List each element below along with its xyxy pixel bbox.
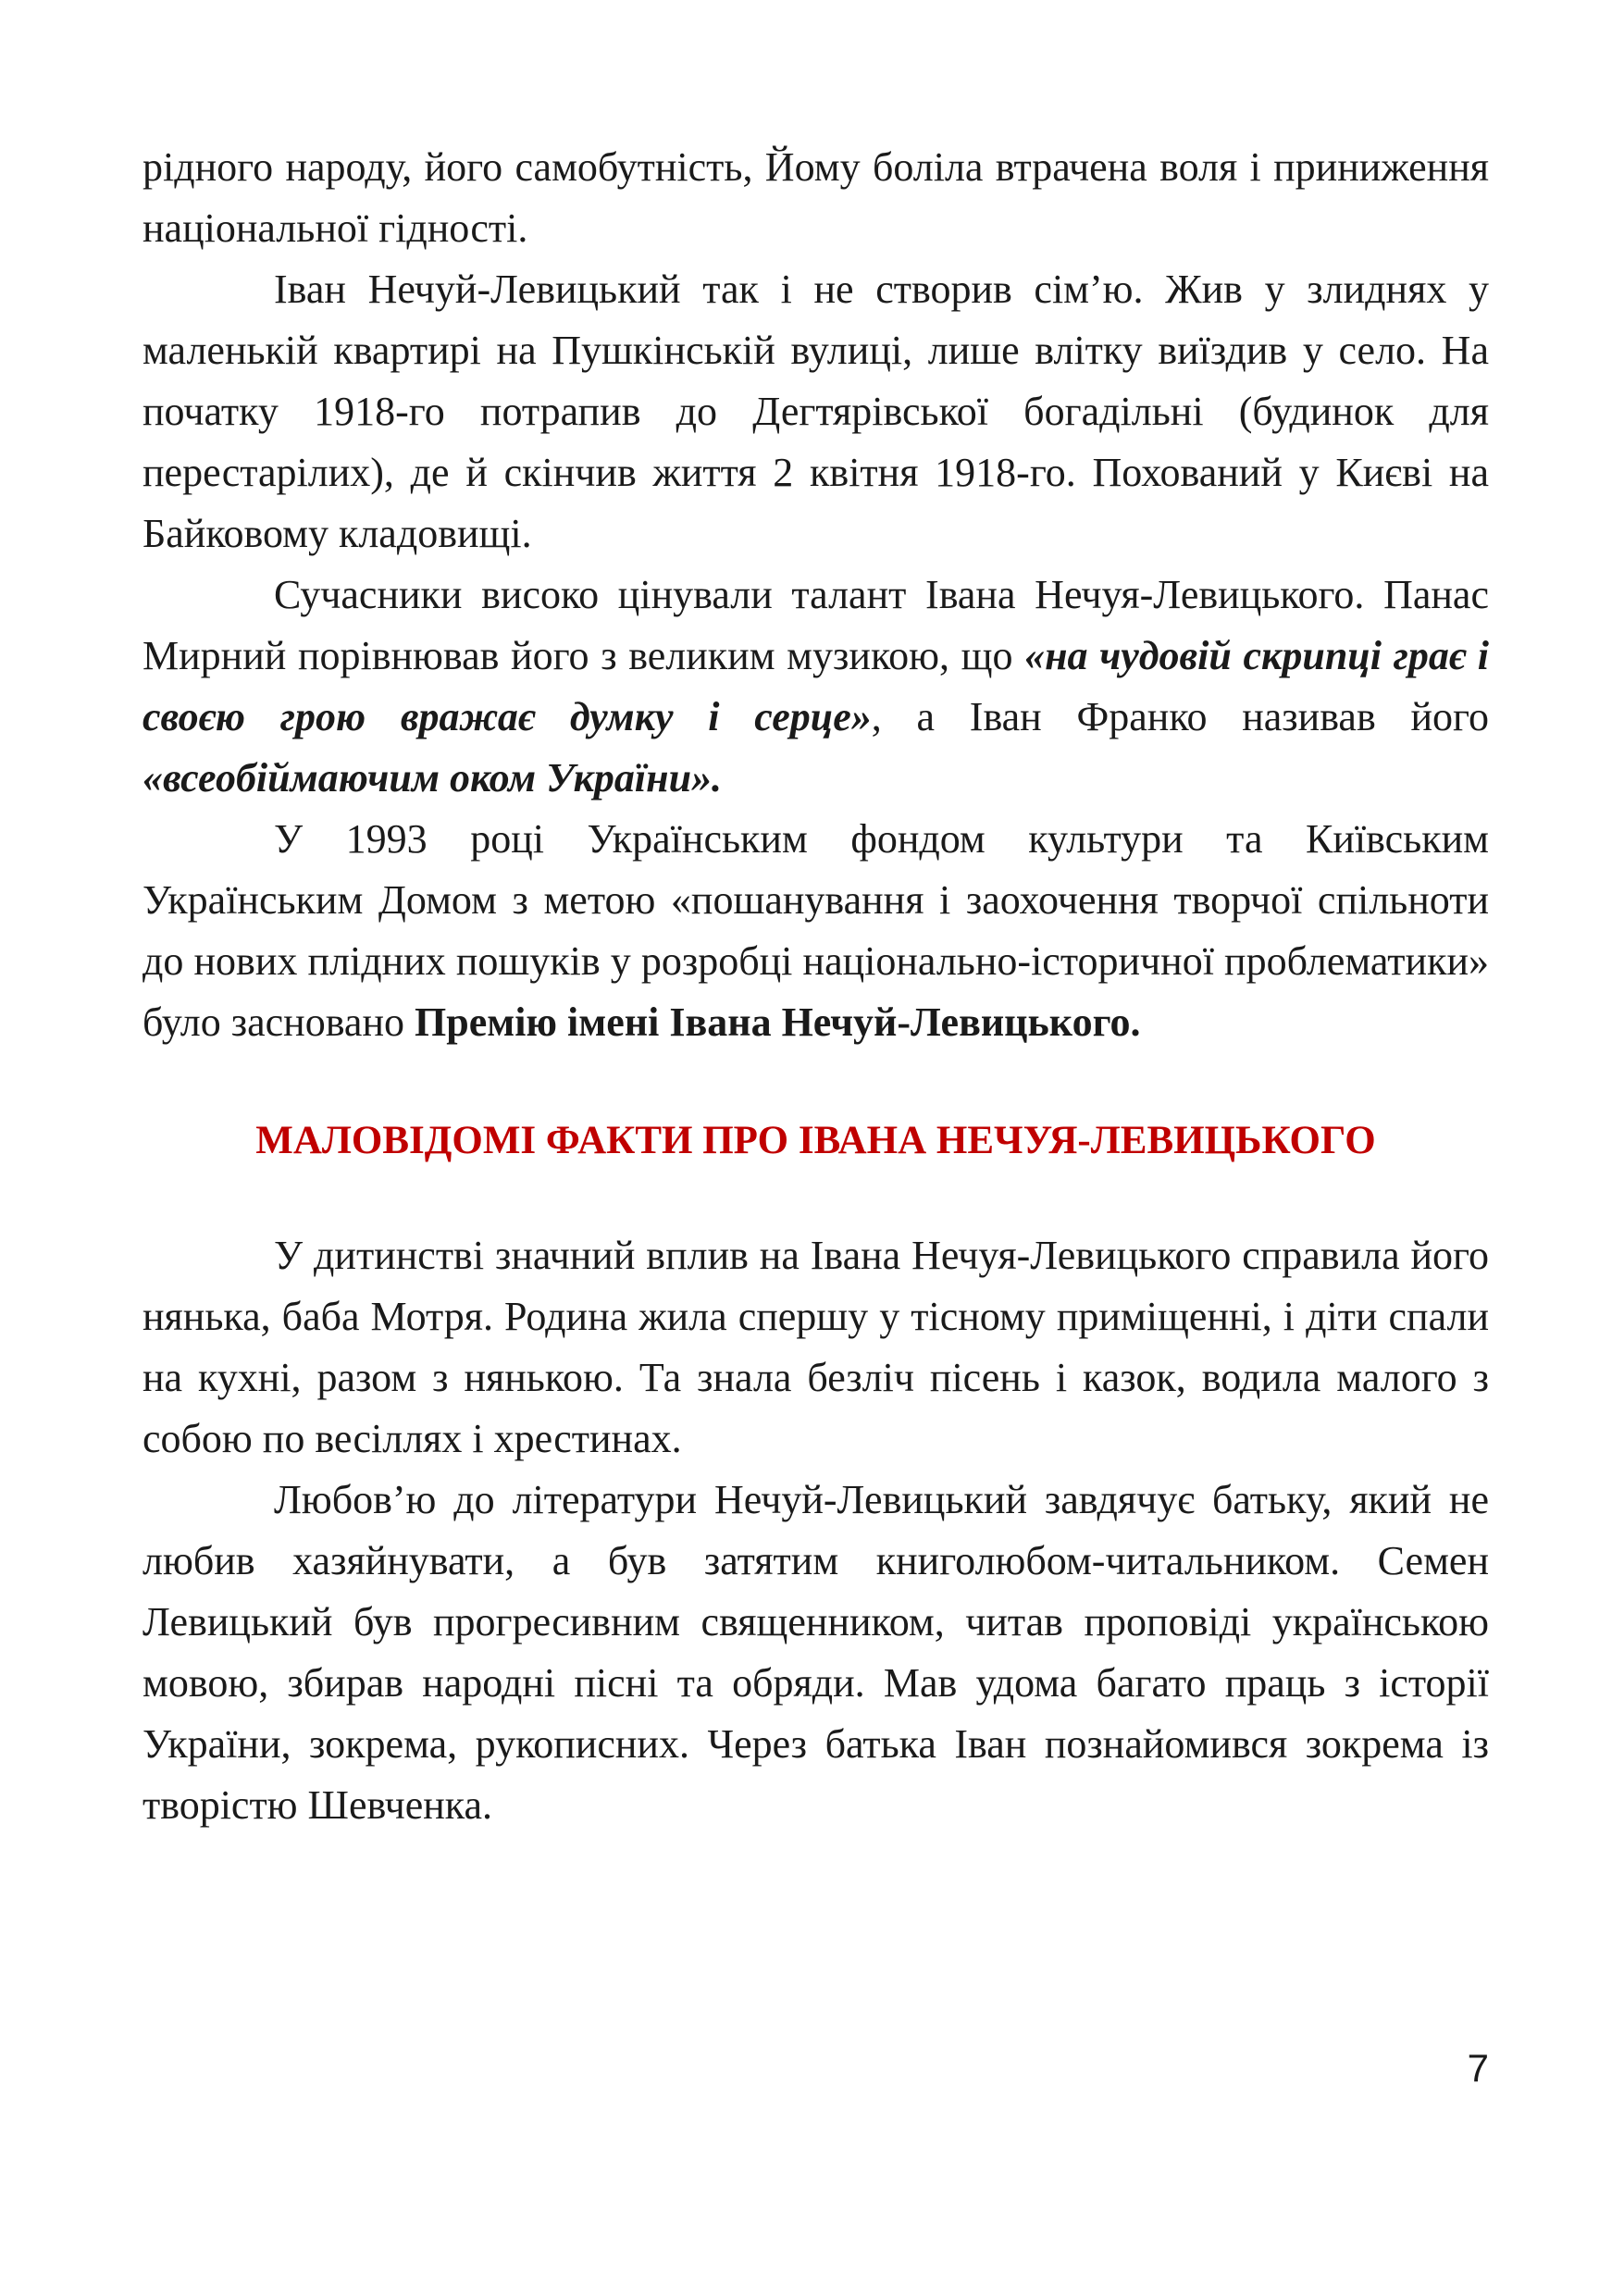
quote-franko: «всеобіймаючим оком України». bbox=[143, 755, 723, 800]
paragraph-continuation: рідного народу, його самобутність, Йому боліла втрачена воля і приниження національної гідності. bbox=[143, 144, 1489, 251]
page-number: 7 bbox=[1467, 2046, 1489, 2090]
contemporaries-text-1: Сучасники високо цінували талант Івана Нечуя-Левицького. Панас Мирний порівнював його з великим музикою, що bbox=[143, 572, 1489, 678]
paragraph-contemporaries bbox=[143, 565, 1489, 809]
paragraph-childhood: У дитинстві значний вплив на Івана Нечуя-Левицького справила його нянька, баба Мотря. Родина жила спершу у тісному приміщенні, і діти спали на кухні, разом з нянькою. Та знала безліч пісень і казок, водила малого з собою по весіллях і хрестинах. bbox=[143, 1233, 1489, 1461]
quote-myrnyi: «на чудовій скрипці грає і своєю грою вражає думку і серце» bbox=[143, 633, 1489, 739]
award-text: У 1993 році Українським фондом культури та Київським Українським Домом з метою «пошанування і заохочення творчої спільноти до нових плідних пошуків у розробці національно-історичної проблематики» було засновано bbox=[143, 816, 1489, 1045]
document-page bbox=[143, 137, 1489, 1836]
contemporaries-text-2: , а Іван Франко називав його bbox=[871, 694, 1489, 739]
paragraph-family-life: Іван Нечуй-Левицький так і не створив сім’ю. Жив у злиднях у маленькій квартирі на Пушкінській вулиці, лише влітку виїздив у село. На початку 1918-го потрапив до Дегтярівської богадільні (будинок для перестарілих), де й скінчив життя 2 квітня 1918-го. Похований у Києві на Байковому кладовищі. bbox=[143, 267, 1489, 556]
section-heading: МАЛОВІДОМІ ФАКТИ ПРО ІВАНА НЕЧУЯ-ЛЕВИЦЬКОГО bbox=[255, 1119, 1376, 1162]
paragraph-father: Любов’ю до літератури Нечуй-Левицький завдячує батьку, який не любив хазяйнувати, а був затятим книголюбом-читальником. Семен Левицький був прогресивним священником, читав проповіді українською мовою, збирав народні пісні та обряди. Мав удома багато праць з історії України, зокрема, рукописних. Через батька Іван познайомився зокрема із творістю Шевченка. bbox=[143, 1477, 1489, 1828]
award-name: Премію імені Івана Нечуй-Левицького. bbox=[415, 999, 1141, 1045]
paragraph-award bbox=[143, 809, 1489, 1053]
